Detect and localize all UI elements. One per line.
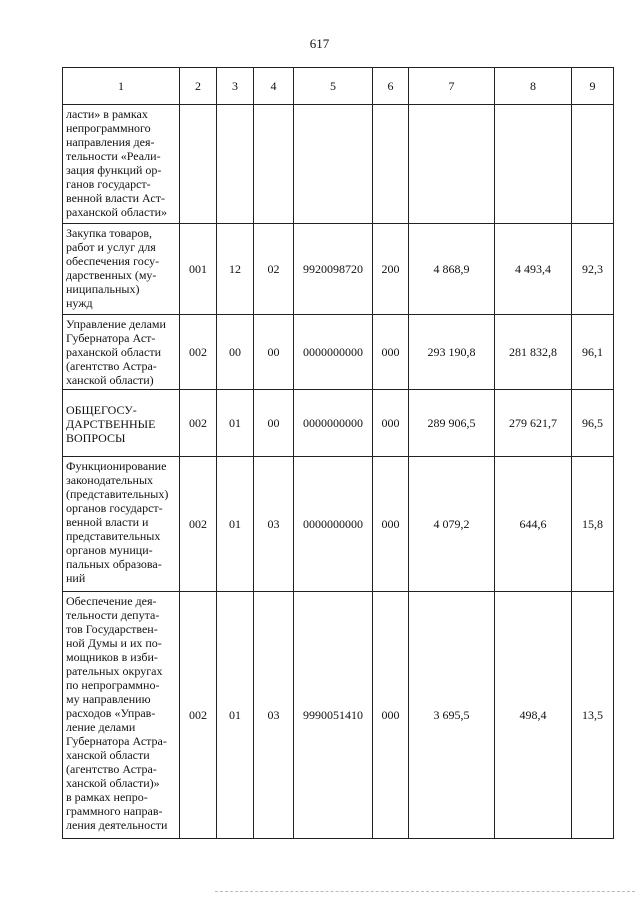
- cell-col-9: 92,3: [572, 224, 614, 315]
- cell-col-6: 000: [373, 390, 409, 457]
- cell-col-9: [572, 105, 614, 224]
- cell-col-6: 200: [373, 224, 409, 315]
- cell-col-8: 644,6: [495, 457, 572, 592]
- cell-col-5: 0000000000: [294, 315, 373, 390]
- column-header-6: 6: [373, 68, 409, 105]
- page-number: 617: [309, 36, 330, 51]
- cell-col-9: 13,5: [572, 592, 614, 839]
- cell-col-2: 002: [180, 315, 217, 390]
- cell-col-5: 9920098720: [294, 224, 373, 315]
- cell-col-6: 000: [373, 315, 409, 390]
- cell-col-2: 002: [180, 457, 217, 592]
- cell-col-3: [217, 105, 254, 224]
- cell-col-2: [180, 105, 217, 224]
- cell-col-3: 01: [217, 457, 254, 592]
- cell-col-7: 4 868,9: [409, 224, 495, 315]
- column-header-1: 1: [63, 68, 180, 105]
- cell-col-5: 9990051410: [294, 592, 373, 839]
- row-description: ласти» в рамках непрограммного направления дея- тельности «Реали- зация функций ор- ганов государст- венной власти Аст- раханской области»: [63, 105, 180, 224]
- row-description: ОБЩЕГОСУ- ДАРСТВЕННЫЕ ВОПРОСЫ: [63, 390, 180, 457]
- column-header-3: 3: [217, 68, 254, 105]
- table-header-row: [63, 68, 614, 105]
- cell-col-2: 002: [180, 390, 217, 457]
- cell-col-9: 96,1: [572, 315, 614, 390]
- column-header-9: 9: [572, 68, 614, 105]
- column-header-2: 2: [180, 68, 217, 105]
- table-row: [63, 315, 614, 390]
- cell-col-8: 498,4: [495, 592, 572, 839]
- column-header-4: 4: [254, 68, 294, 105]
- cell-col-7: 4 079,2: [409, 457, 495, 592]
- cell-col-7: 293 190,8: [409, 315, 495, 390]
- row-description: Управление делами Губернатора Аст- раханской области (агентство Астра- ханской области): [63, 315, 180, 390]
- cell-col-4: 00: [254, 390, 294, 457]
- cell-col-5: 0000000000: [294, 390, 373, 457]
- cell-col-3: 12: [217, 224, 254, 315]
- cell-col-5: [294, 105, 373, 224]
- cell-col-7: [409, 105, 495, 224]
- cell-col-2: 002: [180, 592, 217, 839]
- footer-divider: [215, 891, 635, 892]
- cell-col-5: 0000000000: [294, 457, 373, 592]
- cell-col-8: 279 621,7: [495, 390, 572, 457]
- cell-col-3: 01: [217, 592, 254, 839]
- budget-table: [62, 67, 614, 839]
- cell-col-4: 00: [254, 315, 294, 390]
- table-row: [63, 592, 614, 839]
- cell-col-8: [495, 105, 572, 224]
- cell-col-2: 001: [180, 224, 217, 315]
- column-header-8: 8: [495, 68, 572, 105]
- cell-col-6: 000: [373, 457, 409, 592]
- column-header-5: 5: [294, 68, 373, 105]
- row-description: Закупка товаров, работ и услуг для обеспечения госу- дарственных (му- ниципальных) нужд: [63, 224, 180, 315]
- table-row: [63, 105, 614, 224]
- cell-col-7: 3 695,5: [409, 592, 495, 839]
- cell-col-9: 15,8: [572, 457, 614, 592]
- table-row: [63, 457, 614, 592]
- cell-col-4: 03: [254, 592, 294, 839]
- cell-col-3: 01: [217, 390, 254, 457]
- table-row: [63, 224, 614, 315]
- table-row: [63, 390, 614, 457]
- row-description: Обеспечение дея- тельности депута- тов Государствен- ной Думы и их по- мощников в изби- рательных округах по непрограммно- му направлению расходов «Управ- ление делами Губернатора Астра- ханской области (агентство Астра- ханской области)» в рамках непро- граммного направ- ления деятельности: [63, 592, 180, 839]
- cell-col-7: 289 906,5: [409, 390, 495, 457]
- column-header-7: 7: [409, 68, 495, 105]
- cell-col-4: 02: [254, 224, 294, 315]
- cell-col-4: [254, 105, 294, 224]
- row-description: Функционирование законодательных (представительных) органов государст- венной власти и представительных органов муници- пальных образова- ний: [63, 457, 180, 592]
- cell-col-4: 03: [254, 457, 294, 592]
- cell-col-3: 00: [217, 315, 254, 390]
- cell-col-8: 281 832,8: [495, 315, 572, 390]
- cell-col-6: 000: [373, 592, 409, 839]
- cell-col-9: 96,5: [572, 390, 614, 457]
- cell-col-6: [373, 105, 409, 224]
- cell-col-8: 4 493,4: [495, 224, 572, 315]
